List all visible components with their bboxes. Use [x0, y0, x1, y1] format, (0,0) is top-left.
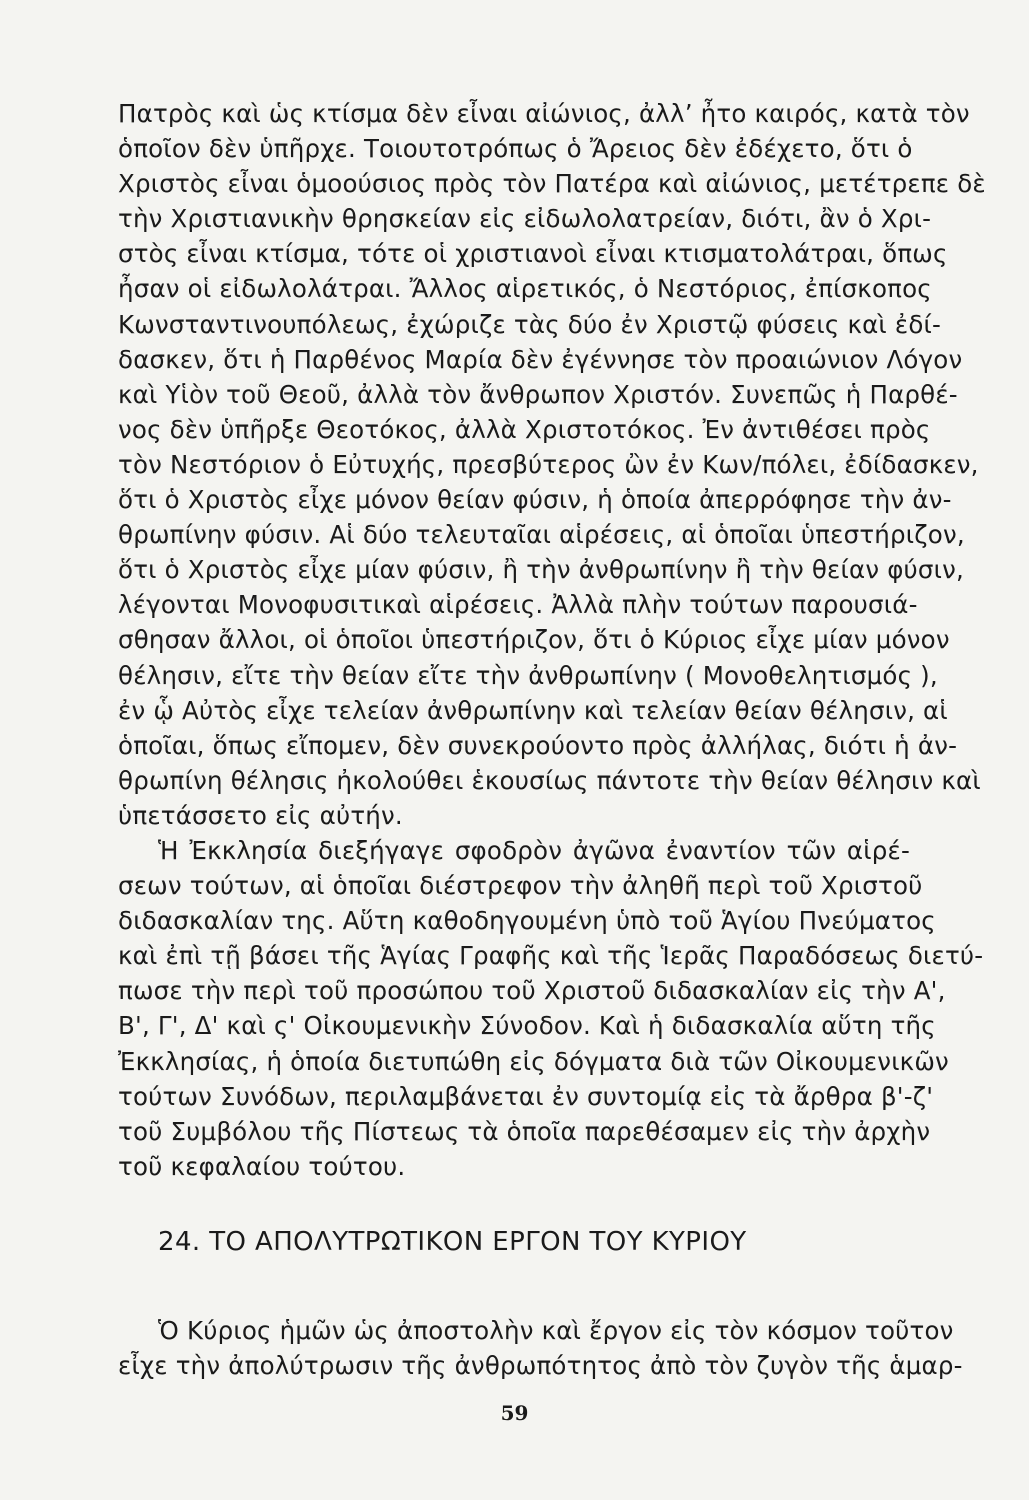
section-heading: 24. ΤΟ ΑΠΟΛΥΤΡΩΤΙΚΟΝ ΕΡΓΟΝ ΤΟΥ ΚΥΡΙΟΥ: [158, 1227, 747, 1257]
text-line: ὁποῖαι, ὅπως εἴπομεν, δὲν συνεκρούοντο πρὸς ἀλλήλας, διότι ἡ ἀν-: [118, 730, 958, 760]
text-line: πωσε τὴν περὶ τοῦ προσώπου τοῦ Χριστοῦ διδασκαλίαν εἰς τὴν Α',: [118, 976, 946, 1006]
text-line: σεων τούτων, αἱ ὁποῖαι διέστρεφον τὴν ἀληθῆ περὶ τοῦ Χριστοῦ: [118, 871, 923, 901]
text-line: τούτων Συνόδων, περιλαμβάνεται ἐν συντομίᾳ εἰς τὰ ἄρθρα β'-ζ': [118, 1081, 934, 1111]
text-line: διδασκαλίαν της. Αὕτη καθοδηγουμένη ὑπὸ τοῦ Ἁγίου Πνεύματος: [118, 906, 936, 936]
text-line: ἦσαν οἱ εἰδωλολάτραι. Ἄλλος αἱρετικός, ὁ Νεστόριος, ἐπίσκοπος: [118, 274, 932, 304]
text-line: νος δὲν ὑπῆρξε Θεοτόκος, ἀλλὰ Χριστοτόκος. Ἐν ἀντιθέσει πρὸς: [118, 414, 931, 444]
paragraph-end-line: ὑπετάσσετο εἰς αὐτήν.: [118, 800, 403, 830]
text-line: Πατρὸς καὶ ὡς κτίσμα δὲν εἶναι αἰώνιος, ἀλλ’ ἦτο καιρός, κατὰ τὸν: [118, 99, 970, 128]
text-line: θέλησιν, εἴτε τὴν θείαν εἴτε τὴν ἀνθρωπίνην ( Μονοθελητισμός ),: [118, 660, 938, 690]
text-line: καὶ ἐπὶ τῇ βάσει τῆς Ἁγίας Γραφῆς καὶ τῆς Ἱερᾶς Παραδόσεως διετύ-: [118, 941, 984, 971]
text-line: ὁποῖον δὲν ὑπῆρχε. Τοιουτοτρόπως ὁ Ἄρειος δὲν ἐδέχετο, ὅτι ὁ: [118, 134, 913, 164]
body-text-block: [118, 1313, 963, 1383]
text-line: τὸν Νεστόριον ὁ Εὐτυχής, πρεσβύτερος ὢν ἐν Κων/πόλει, ἐδίδασκεν,: [118, 449, 979, 479]
text-line: ἐν ᾧ Αὐτὸς εἶχε τελείαν ἀνθρωπίνην καὶ τελείαν θείαν θέλησιν, αἱ: [118, 695, 948, 725]
text-line: καὶ Υἱὸν τοῦ Θεοῦ, ἀλλὰ τὸν ἄνθρωπον Χριστόν. Συνεπῶς ἡ Παρθέ-: [118, 379, 958, 409]
text-line: λέγονται Μονοφυσιτικαὶ αἱρέσεις. Ἀλλὰ πλὴν τούτων παρουσιά-: [118, 590, 918, 620]
text-line: θρωπίνην φύσιν. Αἱ δύο τελευταῖαι αἱρέσεις, αἱ ὁποῖαι ὑπεστήριζον,: [118, 520, 965, 550]
paragraph-end-line: τοῦ κεφαλαίου τούτου.: [118, 1151, 406, 1181]
text-line: Β', Γ', Δ' καὶ ς' Οἰκουμενικὴν Σύνοδον. Καὶ ἡ διδασκαλία αὕτη τῆς: [118, 1011, 936, 1041]
text-line: δασκεν, ὅτι ἡ Παρθένος Μαρία δὲν ἐγέννησε τὸν προαιώνιον Λόγον: [118, 344, 963, 374]
body-text-block: [118, 96, 986, 1184]
text-line: ὅτι ὁ Χριστὸς εἶχε μίαν φύσιν, ἢ τὴν ἀνθρωπίνην ἢ τὴν θείαν φύσιν,: [118, 555, 965, 585]
text-line: σθησαν ἄλλοι, οἱ ὁποῖοι ὑπεστήριζον, ὅτι ὁ Κύριος εἶχε μίαν μόνον: [118, 625, 950, 655]
text-line: θρωπίνη θέλησις ἠκολούθει ἑκουσίως πάντοτε τὴν θείαν θέλησιν καὶ: [118, 765, 981, 795]
text-line: τοῦ Συμβόλου τῆς Πίστεως τὰ ὁποῖα παρεθέσαμεν εἰς τὴν ἀρχὴν: [118, 1116, 931, 1146]
text-line: εἶχε τὴν ἀπολύτρωσιν τῆς ἀνθρωπότητος ἀπὸ τὸν ζυγὸν τῆς ἁμαρ-: [118, 1351, 963, 1381]
text-line: ὅτι ὁ Χριστὸς εἶχε μόνον θείαν φύσιν, ἡ ὁποία ἀπερρόφησε τὴν ἀν-: [118, 485, 952, 515]
paragraph-first-line: Ὁ Κύριος ἡμῶν ὡς ἀποστολὴν καὶ ἔργον εἰς τὸν κόσμον τοῦτον: [158, 1316, 954, 1345]
text-line: Κωνσταντινουπόλεως, ἐχώριζε τὰς δύο ἐν Χριστῷ φύσεις καὶ ἐδί-: [118, 309, 942, 339]
text-line: τὴν Χριστιανικὴν θρησκείαν εἰς εἰδωλολατρείαν, διότι, ἂν ὁ Χρι-: [118, 204, 932, 234]
paragraph-first-line: Ἡ Ἐκκλησία διεξήγαγε σφοδρὸν ἀγῶνα ἐναντίον τῶν αἱρέ-: [158, 835, 910, 865]
text-line: στὸς εἶναι κτίσμα, τότε οἱ χριστιανοὶ εἶναι κτισματολάτραι, ὅπως: [118, 239, 948, 269]
text-line: Χριστὸς εἶναι ὁμοούσιος πρὸς τὸν Πατέρα καὶ αἰώνιος, μετέτρεπε δὲ: [118, 169, 986, 199]
page-number: 59: [500, 1401, 529, 1425]
text-line: Ἐκκλησίας, ἡ ὁποία διετυπώθη εἰς δόγματα διὰ τῶν Οἰκουμενικῶν: [118, 1046, 949, 1076]
